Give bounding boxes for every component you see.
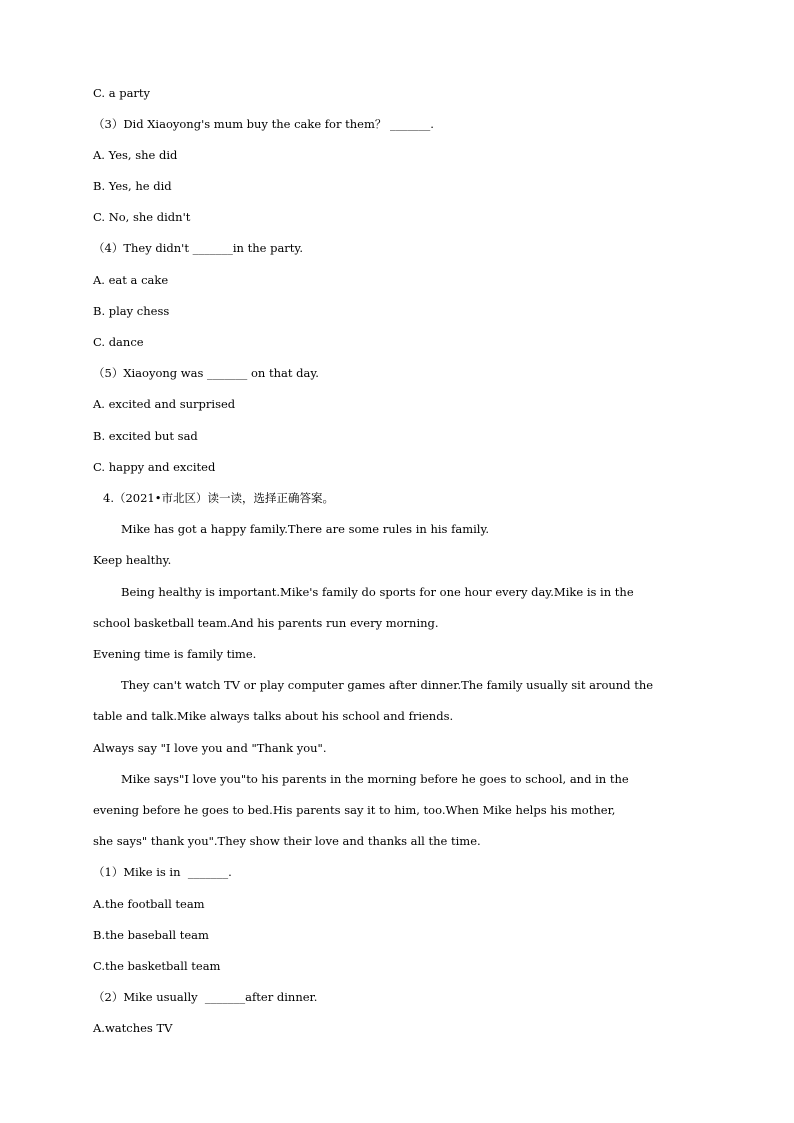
sub-question-1: （1）Mike is in _______.: [93, 865, 232, 879]
option-b: B. excited but sad: [93, 429, 198, 443]
section-4-heading: 4.（2021•市北区）读一读，选择正确答案。: [103, 491, 335, 505]
option-a: A.the football team: [93, 897, 205, 911]
option-c: C. No, she didn't: [93, 210, 191, 224]
rule-heading-2: Evening time is family time.: [93, 647, 257, 661]
option-a: A. Yes, she did: [93, 148, 178, 162]
passage-para-3-line-2: evening before he goes to bed.His parents say it to him, too.When Mike helps his mother,: [93, 803, 616, 817]
rule-heading-3: Always say "I love you and "Thank you".: [93, 741, 327, 755]
option-c: C. happy and excited: [93, 460, 216, 474]
passage-intro: Mike has got a happy family.There are some rules in his family.: [121, 522, 490, 536]
option-c: C.the basketball team: [93, 959, 221, 973]
question-3: （3）Did Xiaoyong's mum buy the cake for them？ _______.: [93, 117, 434, 131]
passage-para-3-line-3: she says" thank you".They show their love and thanks all the time.: [93, 834, 481, 848]
option-b: B. Yes, he did: [93, 179, 172, 193]
rule-heading-1: Keep healthy.: [93, 553, 172, 567]
passage-para-2-line-1: They can't watch TV or play computer games after dinner.The family usually sit around the: [121, 678, 654, 692]
option-a: A. eat a cake: [93, 273, 169, 287]
option-c-party: C. a party: [93, 86, 151, 100]
question-4: （4）They didn't _______in the party.: [93, 241, 304, 255]
sub-question-2: （2）Mike usually _______after dinner.: [93, 990, 318, 1004]
passage-para-2-line-2: table and talk.Mike always talks about his school and friends.: [93, 709, 454, 723]
option-c: C. dance: [93, 335, 144, 349]
option-b: B.the baseball team: [93, 928, 209, 942]
passage-para-3-line-1: Mike says"I love you"to his parents in the morning before he goes to school, and in the: [121, 772, 629, 786]
option-a: A. excited and surprised: [93, 397, 236, 411]
question-5: （5）Xiaoyong was _______ on that day.: [93, 366, 319, 380]
passage-para-1-line-2: school basketball team.And his parents run every morning.: [93, 616, 439, 630]
option-b: B. play chess: [93, 304, 170, 318]
option-a: A.watches TV: [93, 1021, 173, 1035]
passage-para-1-line-1: Being healthy is important.Mike's family do sports for one hour every day.Mike is in the: [121, 585, 634, 599]
